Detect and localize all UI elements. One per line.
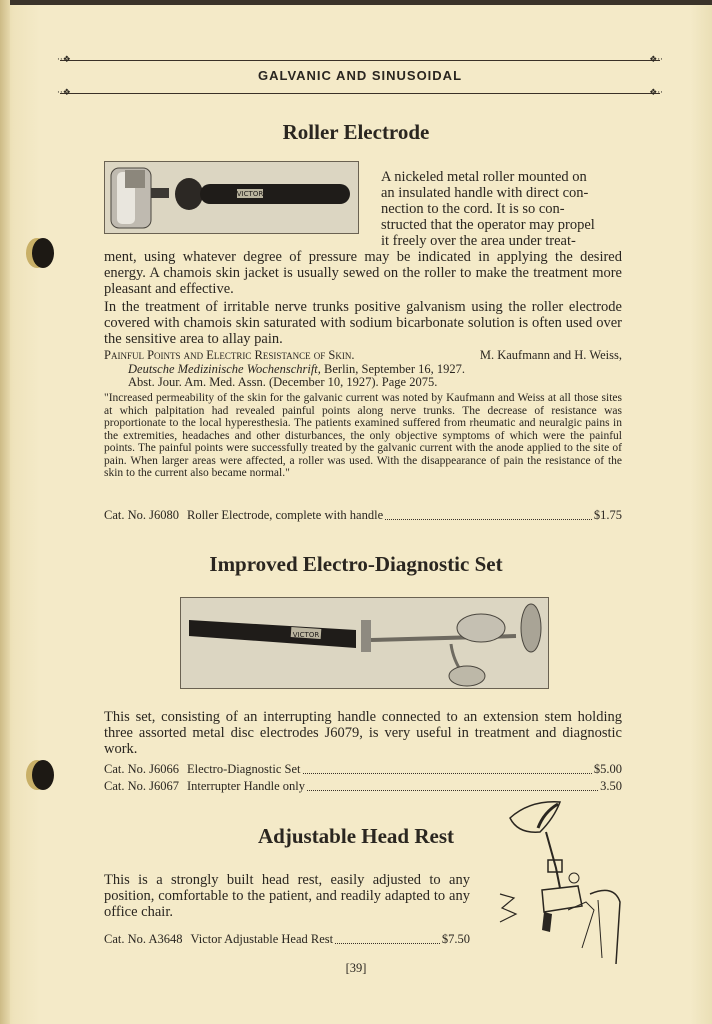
head-rest-illustration-icon	[490, 798, 630, 968]
binding-edge	[0, 0, 10, 1024]
roller-electrode-icon	[105, 162, 358, 233]
page-number: [39]	[345, 961, 367, 975]
binder-hole-icon	[32, 760, 54, 790]
diagnostic-title: Improved Electro-Diagnostic Set	[209, 552, 503, 576]
roller-intro-line: an insulated handle with direct con-	[381, 185, 589, 201]
headrest-cat-number: Cat. No. A3648	[104, 932, 183, 946]
binder-hole-icon	[32, 238, 54, 268]
page-header: GALVANIC AND SINUSOIDAL	[257, 68, 463, 83]
reference-title: Painful Points and Electric Resistance of Skin.	[104, 348, 355, 362]
diagnostic-cat-price: $5.00	[593, 762, 622, 776]
roller-intro	[381, 169, 622, 249]
roller-electrode-photo	[104, 161, 359, 234]
diagnostic-catalog-line	[104, 762, 622, 777]
reference-date: Berlin, September 16, 1927.	[324, 361, 465, 376]
roller-cat-description: Roller Electrode, complete with handle	[187, 508, 384, 522]
reference-abstract: Abst. Jour. Am. Med. Assn. (December 10, 1927). Page 2075.	[128, 375, 438, 389]
roller-brand-label: VICTOR	[236, 190, 264, 198]
interrupter-cat-price: 3.50	[600, 779, 622, 793]
reference-journal: Deutsche Medizinische Wochenschrift,	[128, 361, 321, 376]
roller-paragraph-2: In the treatment of irritable nerve trunks positive galvanism using the roller electrode covered with chamois skin saturated with sodium bicarbonate solution is often used over the sensitive area to allay pain.	[104, 299, 622, 347]
scan-top-edge	[0, 0, 712, 5]
reference-quote: "Increased permeability of the skin for the galvanic current was noted by Kaufmann and Weiss at all those sites at which palpitation had revealed painful points along nerve trunks. The decrease of resistance was proportionate to the local hyperesthesia. The patients examined suffered from rheumatic and neuralgic pains in the extremities, headaches and other disturbances, the only objective symptoms of which were the painful points. The painful points were successfully treated by the galvanic current with the anode applied to the site of pain. When larger areas were affected, a roller was used. With the disappearance of pain the resistance of the skin to the current also became normal."	[104, 392, 622, 479]
headrest-catalog-line	[104, 932, 470, 947]
interrupter-cat-number: Cat. No. J6067	[104, 779, 179, 793]
interrupter-cat-description: Interrupter Handle only	[187, 779, 306, 793]
diagnostic-cat-number: Cat. No. J6066	[104, 762, 179, 776]
diagnostic-brand-label: VICTOR	[292, 631, 320, 639]
headrest-title: Adjustable Head Rest	[258, 824, 455, 848]
roller-intro-line: A nickeled metal roller mounted on	[381, 169, 587, 185]
reference-block	[104, 349, 622, 390]
reference-authors: M. Kaufmann and H. Weiss,	[479, 348, 622, 362]
roller-intro-line: it freely over the area under treat-	[381, 233, 576, 249]
roller-cat-number: Cat. No. J6080	[104, 508, 179, 522]
header-rule-bottom: ··❖ ❖··	[57, 88, 663, 98]
roller-intro-line: structed that the operator may propel	[381, 217, 595, 233]
headrest-cat-description: Victor Adjustable Head Rest	[190, 932, 334, 946]
headrest-cat-price: $7.50	[441, 932, 470, 946]
roller-catalog-line	[104, 508, 622, 523]
diagnostic-paragraph: This set, consisting of an interrupting handle connected to an extension stem holding three assorted metal disc electrodes J6079, is very useful in treatment and diagnostic work.	[104, 709, 622, 757]
diagnostic-set-icon	[181, 598, 548, 688]
header-rule-top: ··❖ ❖··	[57, 55, 663, 65]
roller-title: Roller Electrode	[282, 120, 430, 144]
roller-intro-line: nection to the cord. It is so con-	[381, 201, 565, 217]
roller-cat-price: $1.75	[593, 508, 622, 522]
headrest-paragraph: This is a strongly built head rest, easily adjusted to any position, comfortable to the patient, and readily adapted to any office chair.	[104, 872, 470, 920]
roller-paragraph-1: ment, using whatever degree of pressure may be indicated in applying the desired energy. A chamois skin jacket is usually sewed on the roller to make the treatment more pleasant and effective.	[104, 249, 622, 297]
diagnostic-set-photo	[180, 597, 549, 689]
diagnostic-cat-description: Electro-Diagnostic Set	[187, 762, 301, 776]
interrupter-catalog-line	[104, 779, 622, 794]
